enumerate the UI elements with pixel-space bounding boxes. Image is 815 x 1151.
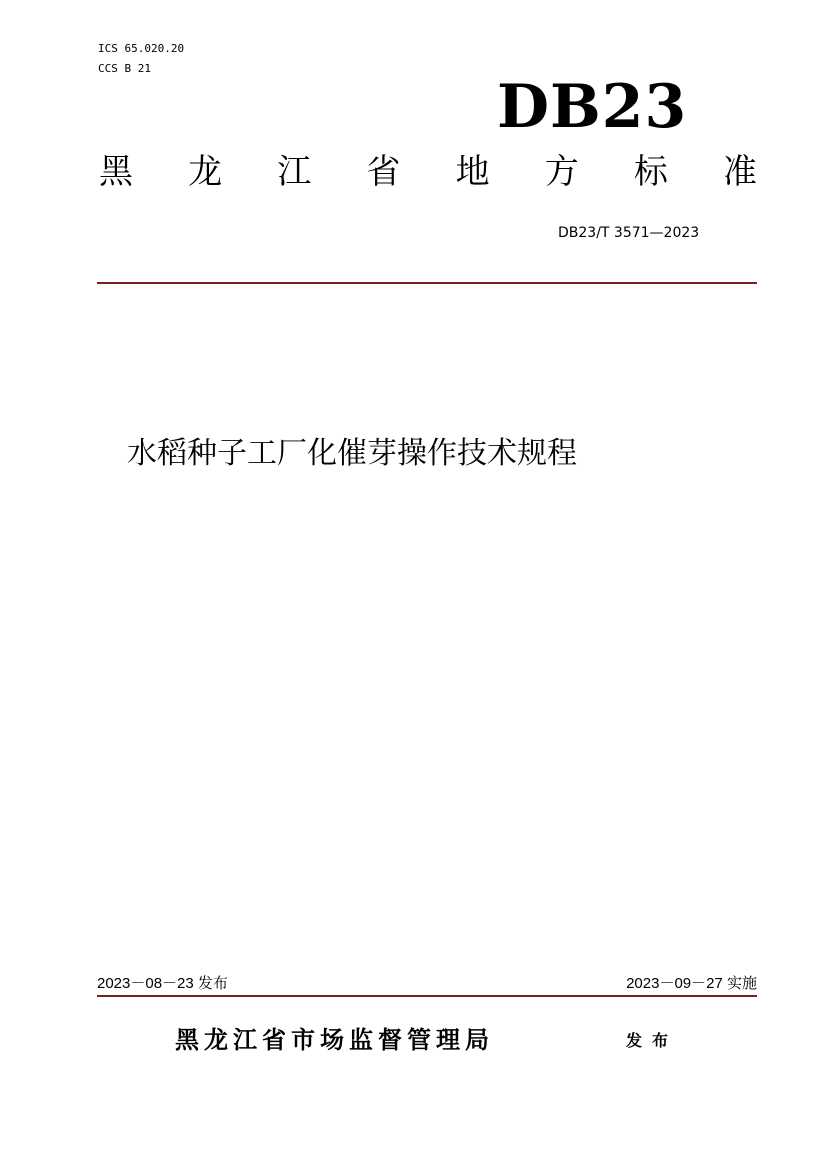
standard-type-char: 龙: [188, 152, 223, 192]
standard-type-char: 江: [277, 152, 312, 192]
standard-type-char: 黑: [99, 152, 133, 192]
ccs-code: CCS B 21: [98, 62, 151, 75]
bottom-divider: [97, 995, 757, 997]
implement-date: 2023－09－27 实施: [626, 975, 757, 992]
document-title: [97, 434, 757, 474]
standard-logo: DB23: [497, 72, 688, 142]
issue-label: 发布: [626, 1031, 679, 1050]
standard-type-char: 地: [455, 152, 490, 192]
standard-type-char: 标: [633, 152, 668, 192]
standard-type-heading: [96, 152, 760, 192]
issuing-authority: 黑龙江省市场监督管理局: [175, 1026, 494, 1054]
document-number: DB23/T 3571—2023: [558, 225, 700, 241]
standard-type-char: 方: [544, 152, 579, 192]
document-title-text: 水稻种子工厂化催芽操作技术规程: [127, 436, 577, 471]
publish-date: 2023－08－23 发布: [97, 975, 228, 992]
standard-type-char: 省: [366, 152, 401, 192]
top-divider: [97, 282, 757, 284]
standard-type-char: 准: [722, 152, 757, 192]
ics-code: ICS 65.020.20: [98, 42, 185, 55]
